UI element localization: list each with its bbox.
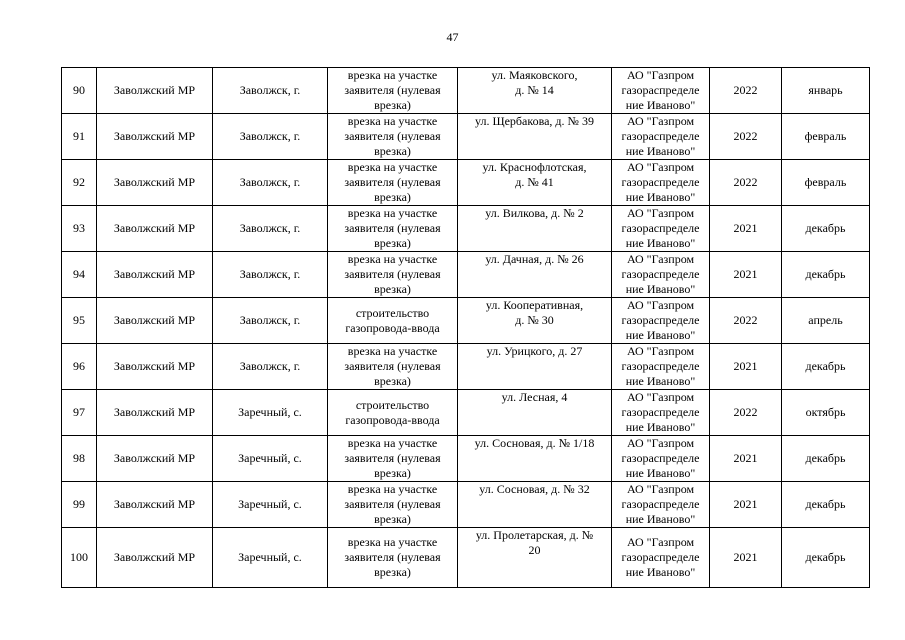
work-type-cell-line: врезка): [374, 374, 411, 388]
work-type-cell-line: врезка): [374, 282, 411, 296]
work-type-cell-line: заявителя (нулевая: [344, 129, 441, 143]
row-number: 94: [62, 252, 97, 298]
year-cell: 2021: [710, 436, 782, 482]
organization-cell-line: АО "Газпром: [626, 114, 695, 128]
row-number: 98: [62, 436, 97, 482]
organization-cell-line: газораспределе: [621, 175, 700, 189]
organization-cell: [612, 298, 710, 344]
organization-cell-line: ние Иваново": [625, 420, 696, 434]
work-type-cell-line: врезка): [374, 466, 411, 480]
organization-cell-line: ние Иваново": [625, 512, 696, 526]
organization-cell-line: АО "Газпром: [626, 68, 695, 82]
organization-cell: [612, 114, 710, 160]
address-cell-line: ул. Щербакова, д. № 39: [475, 114, 594, 128]
district-cell: Заволжский МР: [97, 528, 213, 588]
organization-cell: [612, 206, 710, 252]
row-number: 90: [62, 68, 97, 114]
district-cell: Заволжский МР: [97, 68, 213, 114]
address-cell-line: ул. Маяковского,: [491, 68, 578, 82]
year-cell: 2022: [710, 390, 782, 436]
address-cell-line: ул. Сосновая, д. № 1/18: [474, 436, 595, 450]
organization-cell: [612, 528, 710, 588]
address-cell-line: ул. Кооперативная,: [485, 298, 584, 312]
organization-cell-line: газораспределе: [621, 221, 700, 235]
organization-cell-line: ние Иваново": [625, 190, 696, 204]
work-type-cell-line: врезка): [374, 190, 411, 204]
year-cell: 2022: [710, 298, 782, 344]
row-number: 93: [62, 206, 97, 252]
month-cell: декабрь: [782, 482, 870, 528]
work-type-cell-line: врезка на участке: [347, 114, 438, 128]
settlement-cell: Заволжск, г.: [213, 114, 328, 160]
year-cell: 2021: [710, 482, 782, 528]
work-type-cell-line: врезка): [374, 236, 411, 250]
work-type-cell-line: газопровода-ввода: [345, 412, 440, 427]
year-cell: 2022: [710, 160, 782, 206]
month-cell: январь: [782, 68, 870, 114]
work-type-cell-line: врезка на участке: [347, 344, 438, 358]
organization-cell-line: газораспределе: [621, 405, 700, 419]
settlement-cell: Заволжск, г.: [213, 206, 328, 252]
organization-cell-line: АО "Газпром: [626, 252, 695, 266]
month-cell: октябрь: [782, 390, 870, 436]
district-cell: Заволжский МР: [97, 252, 213, 298]
organization-cell-line: АО "Газпром: [626, 535, 695, 549]
year-cell: 2022: [710, 68, 782, 114]
organization-cell-line: АО "Газпром: [626, 298, 695, 312]
organization-cell: [612, 344, 710, 390]
work-type-cell-line: врезка на участке: [347, 206, 438, 220]
settlement-cell: Заволжск, г.: [213, 252, 328, 298]
address-cell-line: д. № 30: [515, 313, 554, 327]
table-row: [62, 160, 870, 206]
page-number: 47: [446, 30, 459, 44]
month-cell: декабрь: [782, 206, 870, 252]
work-type-cell-line: газопровода-ввода: [345, 320, 440, 335]
work-type-cell: [328, 344, 458, 390]
work-type-cell-line: заявителя (нулевая: [344, 497, 441, 511]
address-cell-line: ул. Дачная, д. № 26: [485, 252, 584, 266]
work-type-cell: [328, 528, 458, 588]
work-type-cell-line: врезка): [374, 512, 411, 526]
year-cell: 2022: [710, 114, 782, 160]
settlement-cell: Заволжск, г.: [213, 344, 328, 390]
organization-cell: [612, 436, 710, 482]
gasification-table: [61, 67, 870, 588]
organization-cell-line: газораспределе: [621, 129, 700, 143]
year-cell: 2021: [710, 252, 782, 298]
settlement-cell: Заречный, с.: [213, 528, 328, 588]
table-row: [62, 390, 870, 436]
organization-cell-line: ние Иваново": [625, 328, 696, 342]
settlement-cell: Заречный, с.: [213, 390, 328, 436]
organization-cell-line: АО "Газпром: [626, 206, 695, 220]
table-body: [62, 68, 870, 588]
organization-cell-line: АО "Газпром: [626, 436, 695, 450]
work-type-cell-line: строительство: [355, 305, 430, 320]
settlement-cell: Заволжск, г.: [213, 68, 328, 114]
work-type-cell-line: врезка на участке: [347, 535, 438, 549]
work-type-cell-line: заявителя (нулевая: [344, 267, 441, 281]
table-row: [62, 298, 870, 344]
organization-cell: [612, 68, 710, 114]
address-cell: [458, 528, 612, 588]
organization-cell-line: АО "Газпром: [626, 344, 695, 358]
work-type-cell-line: врезка на участке: [347, 160, 438, 174]
organization-cell-line: ние Иваново": [625, 98, 696, 112]
organization-cell-line: ние Иваново": [625, 144, 696, 158]
row-number: 92: [62, 160, 97, 206]
organization-cell-line: АО "Газпром: [626, 390, 695, 404]
organization-cell-line: ние Иваново": [625, 565, 696, 579]
work-type-cell: [328, 68, 458, 114]
address-cell: [458, 206, 612, 252]
month-cell: декабрь: [782, 344, 870, 390]
district-cell: Заволжский МР: [97, 344, 213, 390]
address-cell: [458, 68, 612, 114]
month-cell: февраль: [782, 160, 870, 206]
work-type-cell: [328, 114, 458, 160]
organization-cell: [612, 390, 710, 436]
work-type-cell: [328, 206, 458, 252]
address-cell: [458, 114, 612, 160]
address-cell: [458, 436, 612, 482]
address-cell: [458, 160, 612, 206]
month-cell: декабрь: [782, 436, 870, 482]
settlement-cell: Заречный, с.: [213, 436, 328, 482]
work-type-cell-line: заявителя (нулевая: [344, 83, 441, 97]
table-row: [62, 252, 870, 298]
district-cell: Заволжский МР: [97, 390, 213, 436]
organization-cell-line: ние Иваново": [625, 466, 696, 480]
work-type-cell-line: врезка на участке: [347, 252, 438, 266]
address-cell: [458, 390, 612, 436]
organization-cell: [612, 252, 710, 298]
district-cell: Заволжский МР: [97, 160, 213, 206]
row-number: 100: [62, 528, 97, 588]
year-cell: 2021: [710, 206, 782, 252]
organization-cell: [612, 160, 710, 206]
organization-cell-line: АО "Газпром: [626, 160, 695, 174]
address-cell: [458, 344, 612, 390]
address-cell-line: ул. Пролетарская, д. №: [475, 528, 594, 542]
row-number: 99: [62, 482, 97, 528]
organization-cell-line: газораспределе: [621, 497, 700, 511]
district-cell: Заволжский МР: [97, 436, 213, 482]
address-cell: [458, 252, 612, 298]
district-cell: Заволжский МР: [97, 482, 213, 528]
settlement-cell: Заволжск, г.: [213, 160, 328, 206]
work-type-cell: [328, 390, 458, 436]
month-cell: декабрь: [782, 528, 870, 588]
work-type-cell: [328, 436, 458, 482]
year-cell: 2021: [710, 528, 782, 588]
organization-cell-line: АО "Газпром: [626, 482, 695, 496]
work-type-cell-line: врезка): [374, 144, 411, 158]
table-row: [62, 528, 870, 588]
address-cell-line: ул. Краснофлотская,: [482, 160, 587, 174]
district-cell: Заволжский МР: [97, 298, 213, 344]
organization-cell-line: газораспределе: [621, 550, 700, 564]
address-cell-line: ул. Вилкова, д. № 2: [485, 206, 584, 220]
organization-cell-line: ние Иваново": [625, 282, 696, 296]
row-number: 91: [62, 114, 97, 160]
organization-cell-line: газораспределе: [621, 83, 700, 97]
row-number: 96: [62, 344, 97, 390]
organization-cell: [612, 482, 710, 528]
work-type-cell: [328, 298, 458, 344]
table-row: [62, 482, 870, 528]
organization-cell-line: газораспределе: [621, 451, 700, 465]
row-number: 95: [62, 298, 97, 344]
work-type-cell-line: врезка): [374, 98, 411, 112]
table-row: [62, 68, 870, 114]
work-type-cell-line: заявителя (нулевая: [344, 175, 441, 189]
organization-cell-line: газораспределе: [621, 359, 700, 373]
table-row: [62, 114, 870, 160]
settlement-cell: Заволжск, г.: [213, 298, 328, 344]
address-cell-line: д. № 41: [515, 175, 554, 189]
work-type-cell-line: заявителя (нулевая: [344, 221, 441, 235]
organization-cell-line: газораспределе: [621, 313, 700, 327]
work-type-cell-line: заявителя (нулевая: [344, 451, 441, 465]
address-cell: [458, 298, 612, 344]
address-cell-line: ул. Лесная, 4: [501, 390, 568, 404]
work-type-cell-line: врезка): [374, 565, 411, 579]
month-cell: апрель: [782, 298, 870, 344]
table-row: [62, 436, 870, 482]
district-cell: Заволжский МР: [97, 206, 213, 252]
work-type-cell: [328, 160, 458, 206]
address-cell-line: ул. Сосновая, д. № 32: [479, 482, 590, 496]
work-type-cell-line: врезка на участке: [347, 68, 438, 82]
address-cell: [458, 482, 612, 528]
table-row: [62, 344, 870, 390]
organization-cell-line: ние Иваново": [625, 374, 696, 388]
district-cell: Заволжский МР: [97, 114, 213, 160]
organization-cell-line: газораспределе: [621, 267, 700, 281]
address-cell-line: д. № 14: [515, 83, 554, 97]
organization-cell-line: ние Иваново": [625, 236, 696, 250]
table-row: [62, 206, 870, 252]
work-type-cell: [328, 252, 458, 298]
row-number: 97: [62, 390, 97, 436]
year-cell: 2021: [710, 344, 782, 390]
settlement-cell: Заречный, с.: [213, 482, 328, 528]
address-cell-line: 20: [528, 543, 541, 557]
work-type-cell-line: врезка на участке: [347, 482, 438, 496]
work-type-cell: [328, 482, 458, 528]
month-cell: декабрь: [782, 252, 870, 298]
address-cell-line: ул. Урицкого, д. 27: [486, 344, 583, 358]
work-type-cell-line: заявителя (нулевая: [344, 550, 441, 564]
work-type-cell-line: заявителя (нулевая: [344, 359, 441, 373]
month-cell: февраль: [782, 114, 870, 160]
work-type-cell-line: строительство: [355, 397, 430, 412]
work-type-cell-line: врезка на участке: [347, 436, 438, 450]
